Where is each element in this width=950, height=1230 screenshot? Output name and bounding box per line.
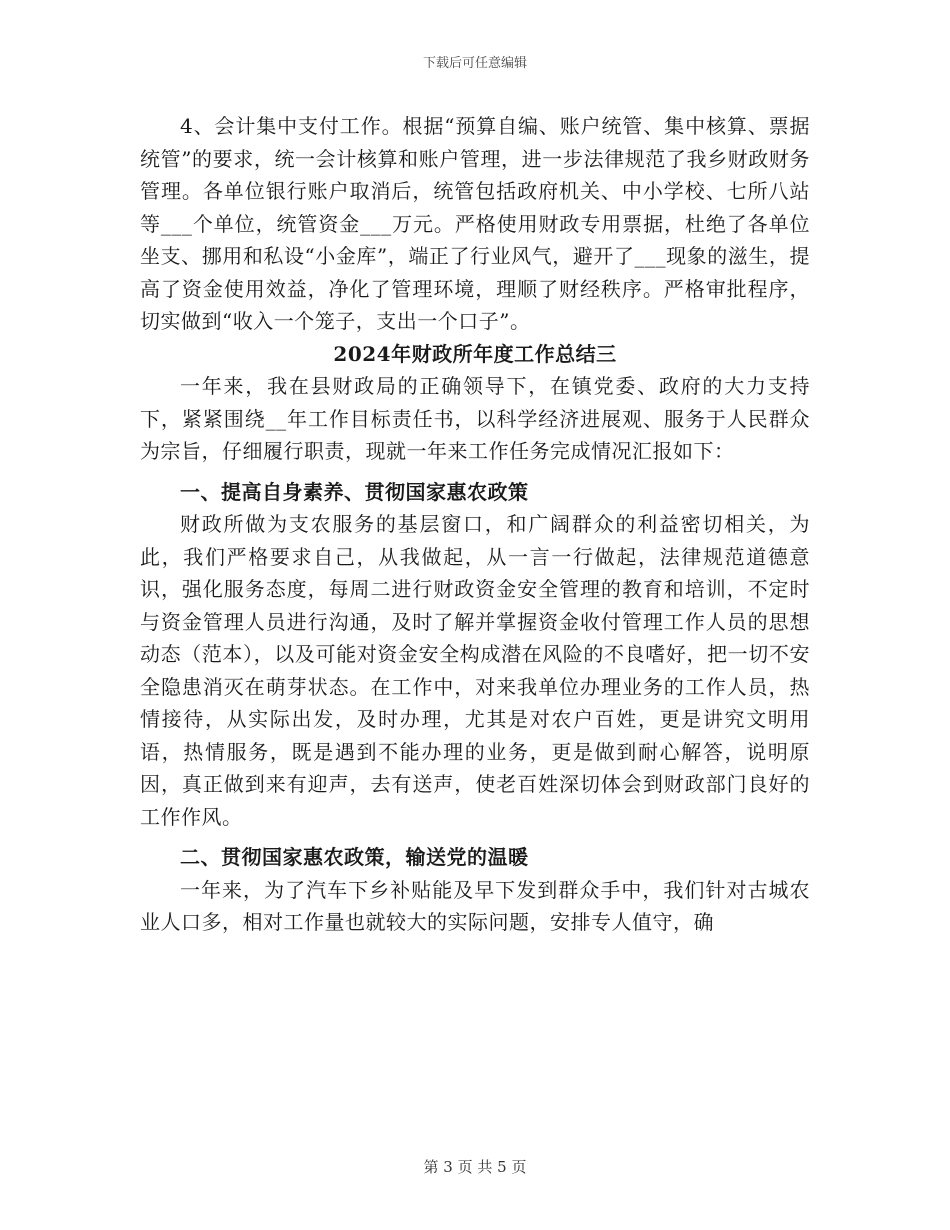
paragraph-service-window: 财政所做为支农服务的基层窗口，和广阔群众的利益密切相关，为此，我们严格要求自己，从我做起，从一言一行做起，法律规范道德意识，强化服务态度，每周二进行财政资金安全管理的教育和培训，不定时与资金管理人员进行沟通，及时了解并掌握资金收付管理工作人员的思想动态（范本），以及可能对资金安全构成潜在风险的不良嗜好，把一切不安全隐患消灭在萌芽状态。在工作中，对来我单位办理业务的工作人员，热情接待，从实际出发，及时办理，尤其是对农户百姓，更是讲究文明用语，热情服务，既是遇到不能办理的业务，更是做到耐心解答，说明原因，真正做到来有迎声，去有送声，使老百姓深切体会到财政部门良好的工作作风。 xyxy=(140,512,810,829)
section-title: 2024年财政所年度工作总结三 xyxy=(333,341,617,366)
header-note: 下载后可任意编辑 xyxy=(422,56,527,71)
heading-policy-warmth: 二、贯彻国家惠农政策，输送党的温暖 xyxy=(180,845,529,869)
heading-improve-quality: 一、提高自身素养、贯彻国家惠农政策 xyxy=(180,479,529,504)
document-body xyxy=(140,110,810,939)
paragraph-car-subsidy: 一年来，为了汽车下乡补贴能及早下发到群众手中，我们针对古城农业人口多，相对工作量也就较大的实际问题，安排专人值守，确 xyxy=(140,877,810,934)
paragraph-accounting-payment: 4、会计集中支付工作。根据“预算自编、账户统管、集中核算、票据统管”的要求，统一会计核算和账户管理，进一步法律规范了我乡财政财务管理。各单位银行账户取消后，统管包括政府机关、中小学校、七所八站等___个单位，统管资金___万元。严格使用财政专用票据，杜绝了各单位坐支、挪用和私设“小金库”，端正了行业风气，避开了___现象的滋生，提高了资金使用效益，净化了管理环境，理顺了财经秩序。严格审批程序，切实做到“收入一个笼子，支出一个口子”。 xyxy=(140,114,810,333)
page-number: 第 3 页 共 5 页 xyxy=(423,1158,527,1176)
paragraph-intro: 一年来，我在县财政局的正确领导下，在镇党委、政府的大力支持下，紧紧围绕__年工作目标责任书，以科学经济进展观、服务于人民群众为宗旨，仔细履行职责，现就一年来工作任务完成情况汇报如下： xyxy=(140,374,810,463)
